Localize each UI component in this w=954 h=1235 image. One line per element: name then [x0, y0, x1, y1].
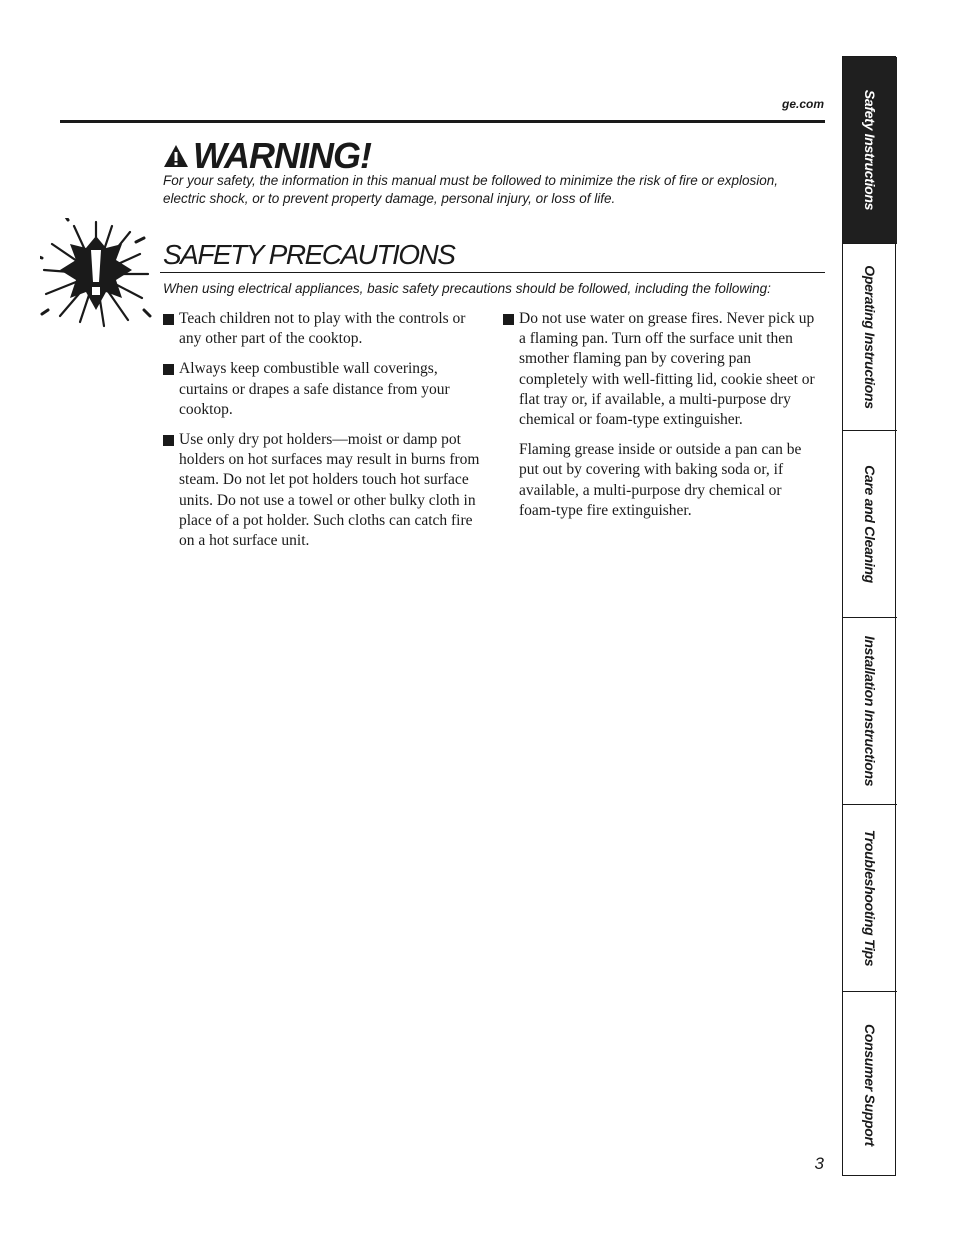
warning-text: For your safety, the information in this manual must be followed to minimize the risk of fire or explosion, electric shock, or to prevent property damage, personal injury, or loss of life.: [163, 173, 779, 206]
list-item-text: Use only dry pot holders—moist or damp pot holders on hot surfaces may result in burns from steam. Do not let pot holders touch hot surface units. Do not use a towel or other bulky cloth in place of a pot holder. Such cloths can catch fire on a hot surface unit.: [179, 431, 480, 550]
tab-label: Safety Instructions: [862, 89, 878, 211]
tab-operating-instructions[interactable]: [843, 244, 897, 431]
tab-label: Operating Instructions: [862, 265, 878, 409]
site-link[interactable]: ge.com: [781, 97, 824, 111]
square-bullet-icon: [163, 364, 174, 375]
square-bullet-icon: [163, 435, 174, 446]
section-tabs: [842, 56, 896, 1176]
tab-troubleshooting-tips[interactable]: [843, 805, 897, 992]
list-item-text: Teach children not to play with the controls or any other part of the cooktop.: [179, 310, 466, 348]
tab-safety-instructions[interactable]: [843, 57, 897, 244]
section-intro: When using electrical appliances, basic safety precautions should be followed, including the following:: [163, 281, 771, 296]
square-bullet-icon: [503, 314, 514, 325]
tab-label: Care and Cleaning: [862, 465, 878, 583]
right-column: [503, 309, 815, 521]
section-rule: [160, 272, 825, 273]
list-item-text: Do not use water on grease fires. Never pick up a flaming pan. Turn off the surface unit then smother flaming pan by covering pan completely with well-fitting lid, cookie sheet or flat tray or, if available, a multi-purpose dry chemical or foam-type extinguisher.: [519, 310, 815, 429]
grease-fire-paragraph: Flaming grease inside or outside a pan can be put out by covering with baking soda or, if available, a multi-purpose dry chemical or foam-type fire extinguisher.: [519, 441, 802, 519]
tab-label: Consumer Support: [862, 1023, 878, 1146]
section-title: SAFETY PRECAUTIONS: [163, 239, 455, 270]
warning-triangle-icon: [163, 143, 189, 169]
tab-installation-instructions[interactable]: [843, 618, 897, 805]
list-item: [163, 309, 487, 349]
warning-heading: [163, 136, 371, 176]
warning-title: WARNING!: [193, 135, 371, 176]
tab-consumer-support[interactable]: [843, 992, 897, 1177]
exclamation-burst-icon: [40, 218, 152, 330]
tab-care-and-cleaning[interactable]: [843, 431, 897, 618]
header-rule: [60, 120, 825, 123]
list-item: [163, 430, 487, 551]
tab-label: Installation Instructions: [862, 635, 878, 787]
tab-label: Troubleshooting Tips: [862, 829, 878, 967]
square-bullet-icon: [163, 314, 174, 325]
list-item-text: Always keep combustible wall coverings, curtains or drapes a safe distance from your cooktop.: [179, 360, 450, 418]
left-column: [163, 309, 487, 561]
page-number: 3: [814, 1154, 824, 1173]
list-item: [503, 309, 815, 430]
list-item: [163, 359, 487, 420]
